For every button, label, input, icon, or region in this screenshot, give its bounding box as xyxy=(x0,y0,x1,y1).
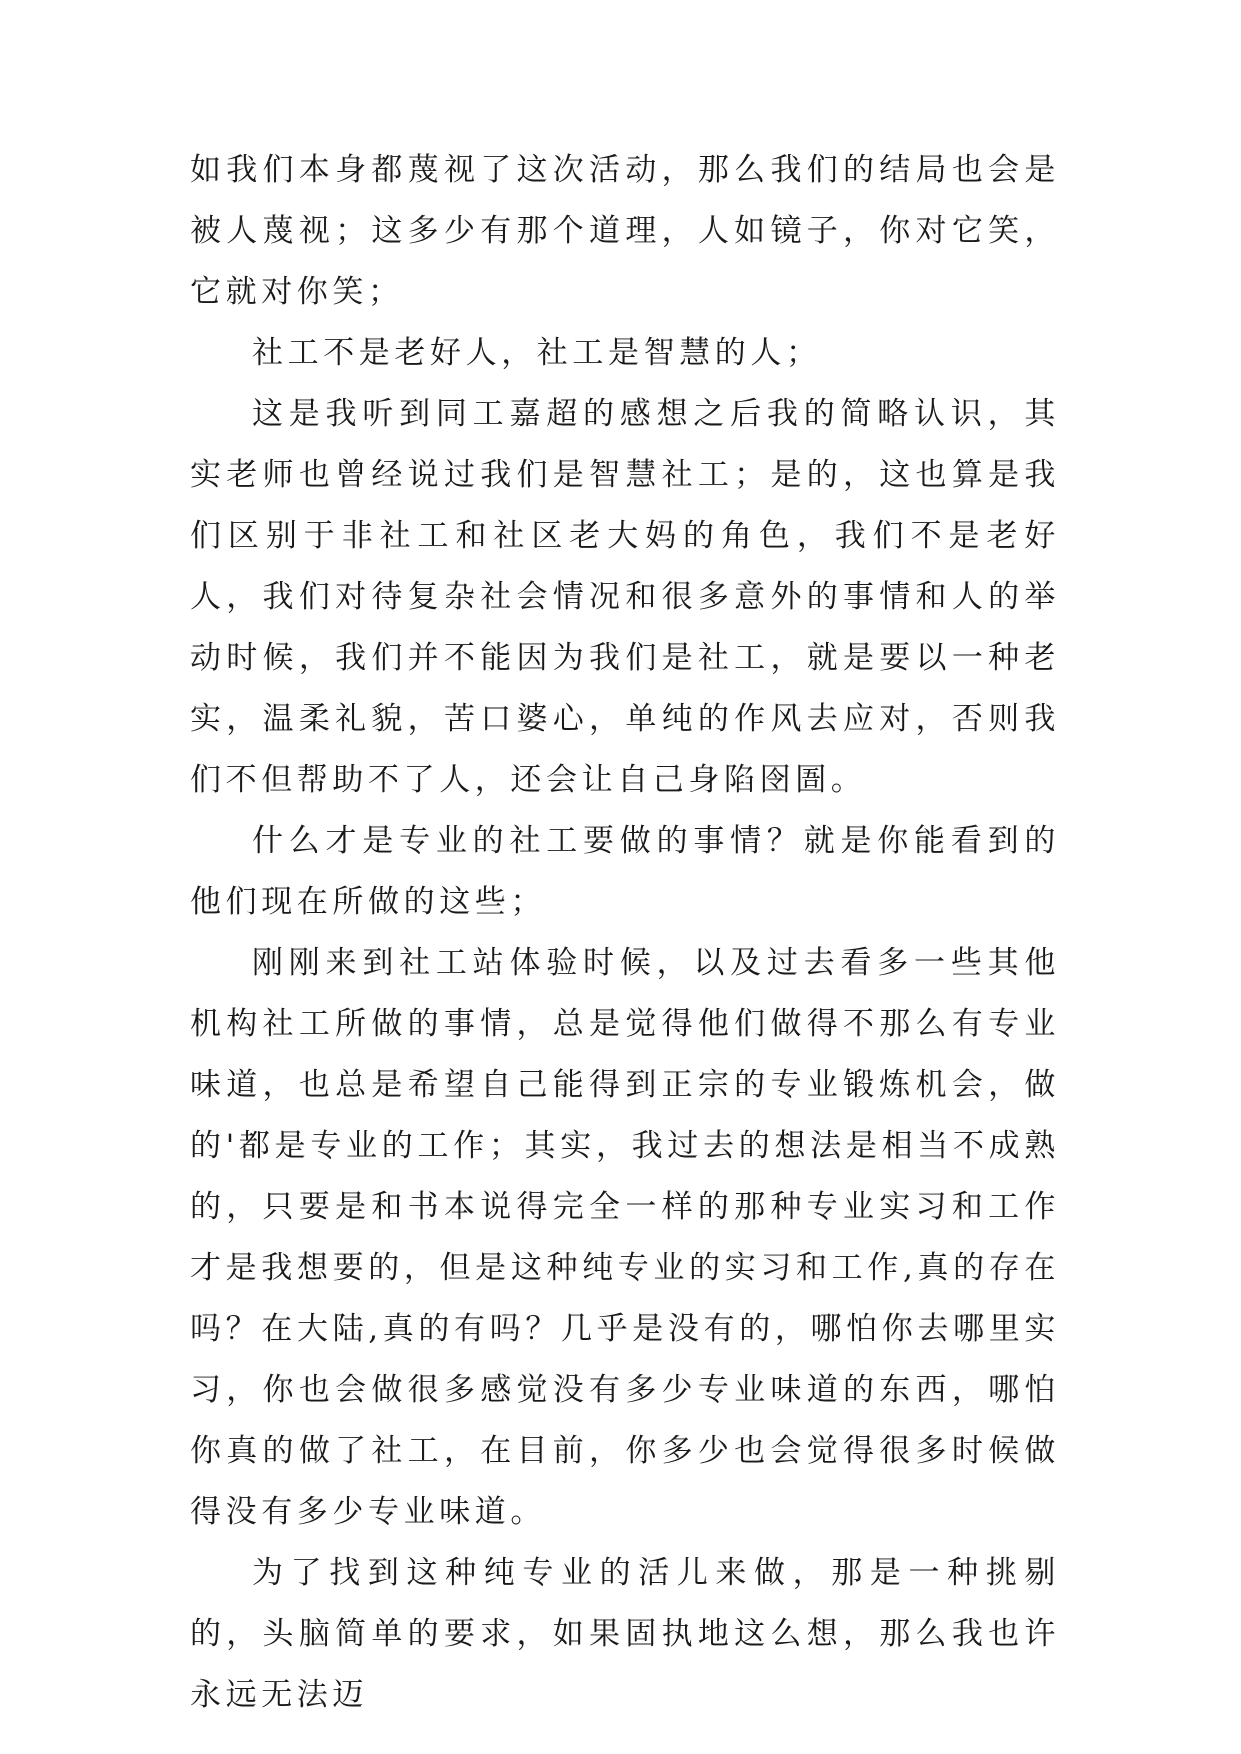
paragraph-2: 社工不是老好人，社工是智慧的人； xyxy=(252,335,822,371)
paragraph-5: 刚刚来到社工站体验时候，以及过去看多一些其他机构社工所做的事情，总是觉得他们做得不那么有专业味道，也总是希望自己能得到正宗的专业锻炼机会，做的'都是专业的工作；其实，我过去的想法是相当不成熟的，只要是和书本说得完全一样的那种专业实习和工作才是我想要的，但是这种纯专业的实习和工作,真的存在吗？在大陆,真的有吗？几乎是没有的，哪怕你去哪里实习，你也会做很多感觉没有多少专业味道的东西，哪怕你真的做了社工，在目前，你多少也会觉得很多时候做得没有多少专业味道。 xyxy=(190,945,1060,1530)
paragraph-1: 如我们本身都蔑视了这次活动，那么我们的结局也会是被人蔑视；这多少有那个道理，人如镜子，你对它笑，它就对你笑； xyxy=(190,152,1060,310)
document-body xyxy=(190,140,1060,1726)
paragraph-3: 这是我听到同工嘉超的感想之后我的简略认识，其实老师也曾经说过我们是智慧社工；是的，这也算是我们区别于非社工和社区老大妈的角色，我们不是老好人，我们对待复杂社会情况和很多意外的事情和人的举动时候，我们并不能因为我们是社工，就是要以一种老实，温柔礼貌，苦口婆心，单纯的作风去应对，否则我们不但帮助不了人，还会让自己身陷囹圄。 xyxy=(190,396,1060,798)
paragraph-6: 为了找到这种纯专业的活儿来做，那是一种挑剔的，头脑简单的要求，如果固执地这么想，那么我也许永远无法迈 xyxy=(190,1555,1060,1713)
paragraph-4: 什么才是专业的社工要做的事情？就是你能看到的他们现在所做的这些； xyxy=(190,823,1060,920)
